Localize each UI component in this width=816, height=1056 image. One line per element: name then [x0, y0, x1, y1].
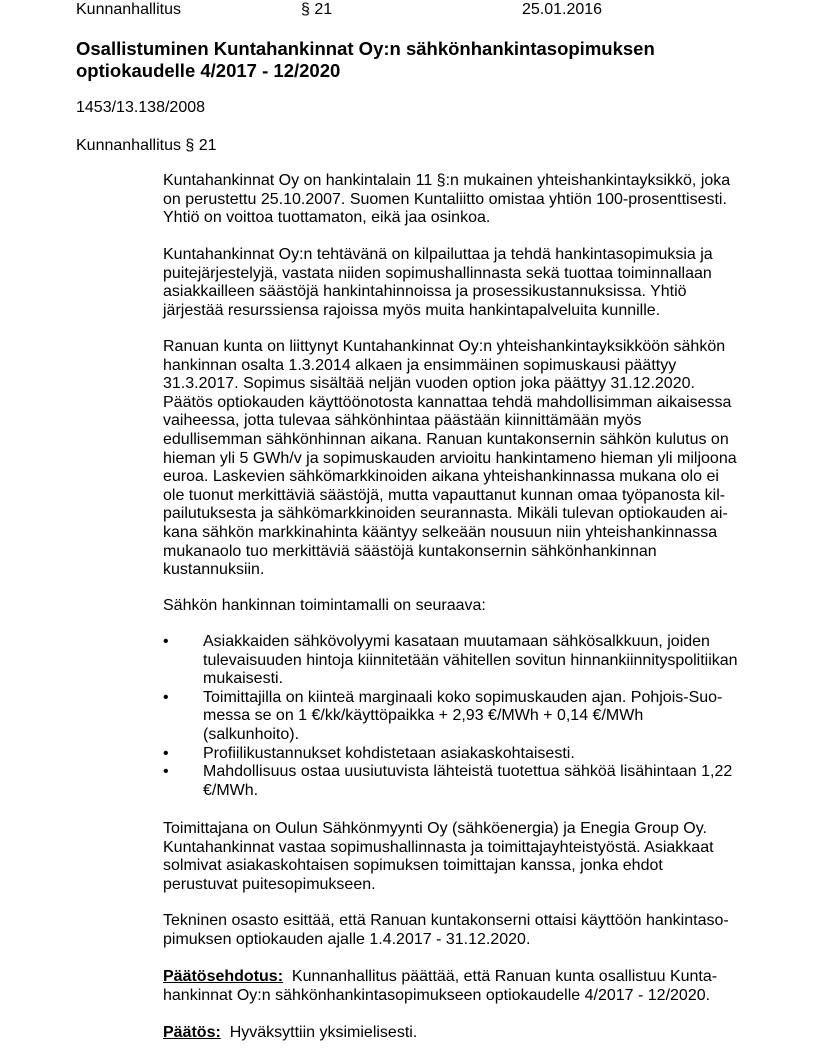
text-line: vaiheessa, jotta tulevaa sähkönhintaa päästään kiinnittämään myös — [163, 412, 642, 430]
text-line: hankinnat Oy:n sähkönhankintasopimukseen optiokaudelle 4/2017 - 12/2020. — [163, 986, 711, 1004]
paragraph-ranua-membership — [163, 338, 737, 580]
document-title — [76, 38, 655, 82]
text-line: Kuntahankinnat vastaa sopimushallinnasta ja toimittajayhteistyöstä. Asiakkaat — [163, 838, 714, 856]
bullet-icon: • — [163, 744, 169, 762]
decision-proposal — [163, 968, 717, 1005]
text-line: järjestää resurssiensa rajoissa myös muita hankintapalveluita kunnille. — [163, 301, 661, 319]
list-item — [163, 763, 738, 800]
text-line: asiakkailleen säästöjä hankintahinnoissa ja prosessikustannuksissa. Yhtiö — [163, 283, 687, 301]
text-line: Yhtiö on voittoa tuottamaton, eikä jaa osinkoa. — [163, 209, 491, 227]
text-line: pailutuksesta ja sähkömarkkinoiden seurannasta. Mikäli tulevan optiokauden ai- — [163, 505, 728, 523]
proposal-first-line — [163, 968, 717, 987]
paragraph-operating-model-intro — [163, 597, 486, 616]
text-line: (salkunhoito). — [203, 725, 300, 743]
text-line: Profiilikustannukset kohdistetaan asiakaskohtaisesti. — [203, 744, 575, 762]
header-body-name: Kunnanhallitus — [76, 1, 181, 18]
paragraph-technical-proposal — [163, 912, 729, 949]
text-line: Toimittajilla on kiinteä marginaali koko sopimuskauden ajan. Pohjois-Suo- — [203, 688, 723, 706]
text-line: on perustettu 25.10.2007. Suomen Kuntaliitto omistaa yhtiön 100-prosenttisesti. — [163, 190, 727, 208]
text-line: solmivat asiakaskohtaisen sopimuksen toimittajan kanssa, jonka ehdot — [163, 857, 663, 875]
list-item — [163, 689, 738, 745]
meeting-reference: Kunnanhallitus § 21 — [76, 137, 217, 154]
decision-line — [163, 1024, 417, 1043]
text-line: Toimittajana on Oulun Sähkönmyynti Oy (sähköenergia) ja Enegia Group Oy. — [163, 820, 707, 837]
title-line: Osallistuminen Kuntahankinnat Oy:n sähkönhankintasopimuksen — [76, 38, 655, 59]
paragraph-company-intro — [163, 172, 730, 228]
decision-text: Hyväksyttiin yksimielisesti. — [229, 1024, 418, 1041]
proposal-label: Päätösehdotus: — [163, 968, 284, 985]
text-line: Kuntahankinnat Oy on hankintalain 11 §:n mukainen yhteishankintayksikkö, joka — [163, 172, 731, 189]
text-line: tulevaisuuden hintoja kiinnitetään vähitellen sovitun hinnankiinnityspolitiikan — [203, 651, 738, 669]
reference-number: 1453/13.138/2008 — [76, 99, 206, 116]
text-line: hankinnan osalta 1.3.2014 alkaen ja ensimmäinen sopimuskausi päättyy — [163, 356, 677, 374]
text-line: mukanaolo tuo merkittäviä säästöjä kuntakonsernin sähkönhankinnan — [163, 542, 657, 560]
header-section-number: § 21 — [301, 1, 333, 18]
text-line: Asiakkaiden sähkövolyymi kasataan muutamaan sähkösalkkuun, joiden — [203, 633, 710, 650]
text-line: edullisemman sähkönhinnan aikana. Ranuan kuntakonsernin sähkön kulutus on — [163, 430, 729, 448]
text-line: euroa. Laskevien sähkömarkkinoiden aikana yhteishankinnassa mukana olo ei — [163, 468, 719, 486]
list-item — [163, 745, 738, 764]
text-line: Mahdollisuus ostaa uusiutuvista lähteistä tuotettua sähköä lisähintaan 1,22 — [203, 763, 733, 781]
bullet-icon: • — [163, 688, 169, 706]
text-line: Kuntahankinnat Oy:n tehtävänä on kilpailuttaa ja tehdä hankintasopimuksia ja — [163, 246, 713, 263]
text-line: 31.3.2017. Sopimus sisältää neljän vuoden option joka päättyy 31.12.2020. — [163, 375, 695, 393]
text-line: kustannuksiin. — [163, 561, 265, 579]
text-line: ole tuonut merkittäviä säästöjä, mutta vapauttanut kunnan omaa työpanosta kil- — [163, 486, 726, 504]
text-line: Tekninen osasto esittää, että Ranuan kuntakonserni ottaisi käyttöön hankintaso- — [163, 912, 729, 929]
bullet-icon: • — [163, 633, 169, 650]
text-line: hieman yli 5 GWh/v ja sopimuskauden arvioitu hankintameno hieman yli miljoona — [163, 449, 737, 467]
text-line: €/MWh. — [203, 781, 259, 799]
text-line: pimuksen optiokauden ajalle 1.4.2017 - 31.12.2020. — [163, 930, 531, 948]
list-item — [163, 633, 738, 689]
paragraph-suppliers — [163, 820, 714, 894]
text-line: Sähkön hankinnan toimintamalli on seuraava: — [163, 597, 486, 614]
bullet-icon: • — [163, 763, 169, 781]
text-line: perustuvat puitesopimukseen. — [163, 875, 376, 893]
text-line: Ranuan kunta on liittynyt Kuntahankinnat Oy:n yhteishankintayksikköön sähkön — [163, 338, 726, 355]
decision-label: Päätös: — [163, 1024, 221, 1041]
title-line: optiokaudelle 4/2017 - 12/2020 — [76, 60, 341, 81]
header-date: 25.01.2016 — [522, 1, 603, 18]
text-line: puitejärjestelyjä, vastata niiden sopimushallinnasta sekä tuottaa toiminnallaan — [163, 264, 712, 282]
text-line: kana sähkön markkinahinta kääntyy selkeään nousuun niin yhteishankinnassa — [163, 523, 718, 541]
text-line: messa se on 1 €/kk/käyttöpaikka + 2,93 €/MWh + 0,14 €/MWh — [203, 707, 644, 725]
text-line: mukaisesti. — [203, 670, 284, 688]
paragraph-company-tasks — [163, 246, 713, 320]
operating-model-list — [163, 633, 738, 800]
text-line: Päätös optiokauden käyttöönotosta kannattaa tehdä mahdollisimman aikaisessa — [163, 393, 732, 411]
decision — [163, 1024, 417, 1043]
text-line: Kunnanhallitus päättää, että Ranuan kunta osallistuu Kunta- — [291, 968, 718, 985]
